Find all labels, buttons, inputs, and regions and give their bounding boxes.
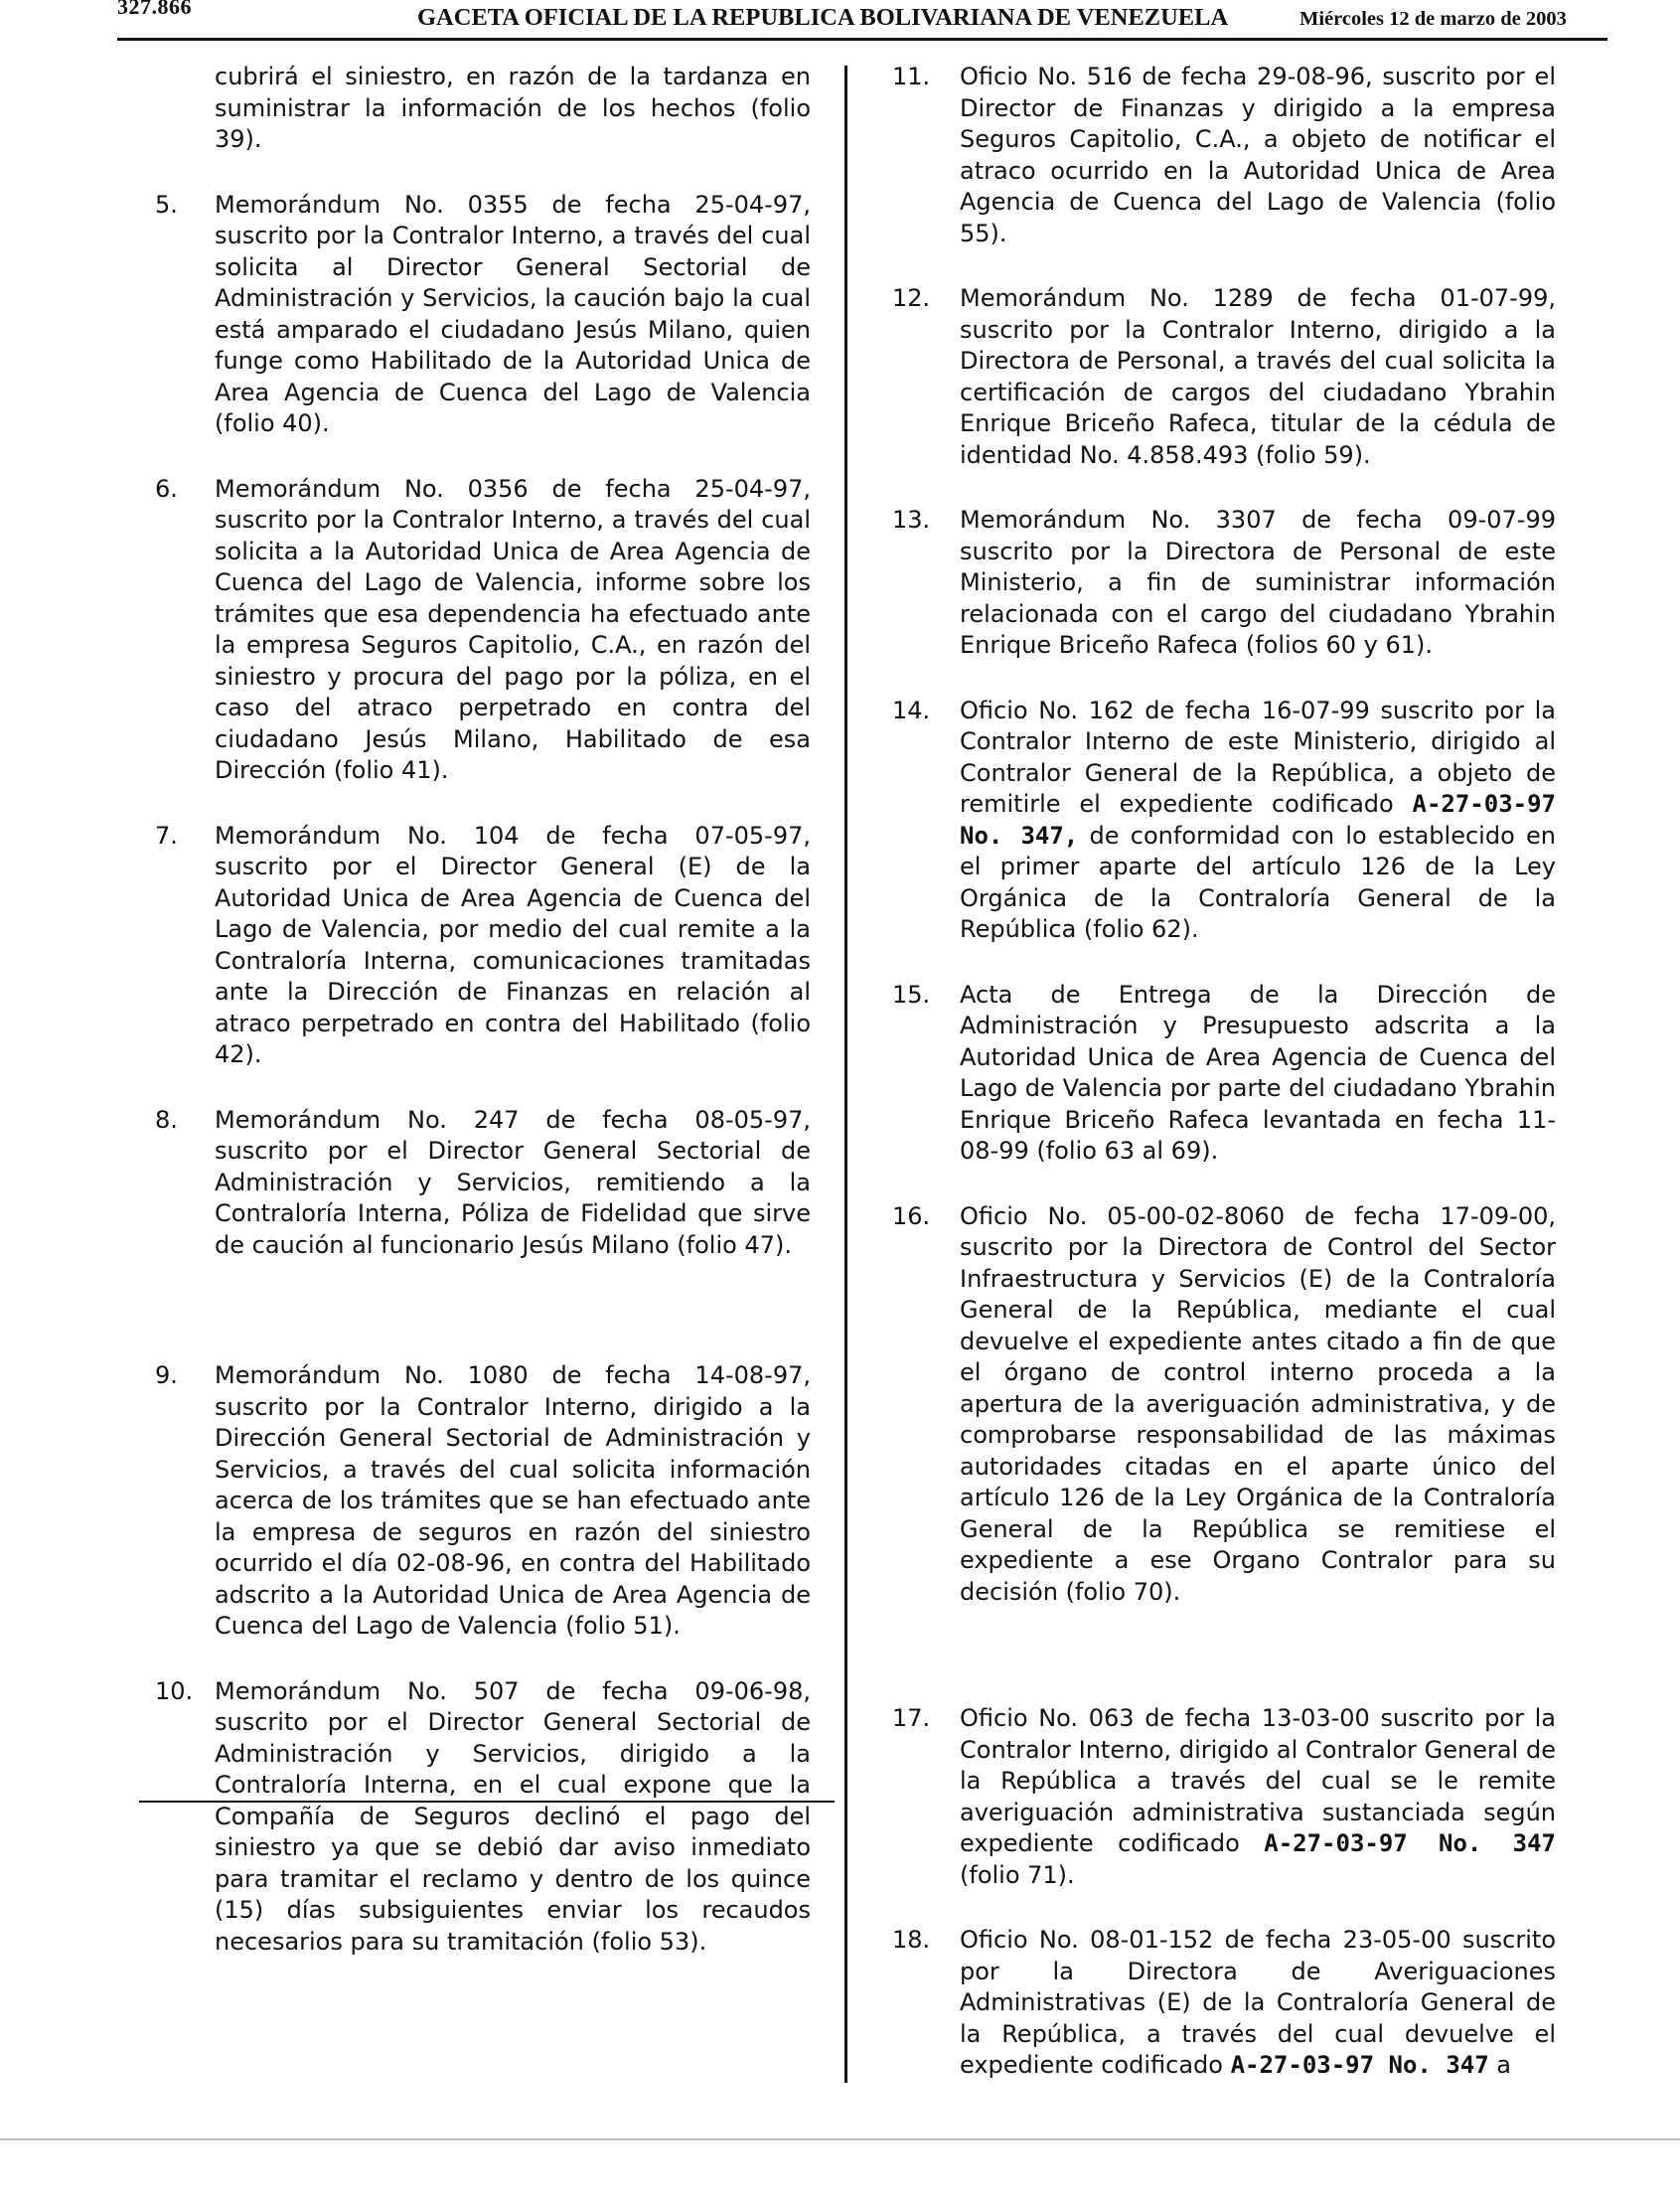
item-number: 9.: [155, 1361, 178, 1389]
item-text-continuation: cubrirá el siniestro, en razón de la tardanza en suministrar la información de los hechos (folio 39).: [215, 63, 811, 153]
expediente-code: A-27-03-97 No. 347: [1264, 1829, 1556, 1857]
gazette-date: Miércoles 12 de marzo de 2003: [1299, 8, 1567, 30]
item-number: 15.: [892, 980, 931, 1009]
item-text: Memorándum No. 104 de fecha 07-05-97, suscrito por el Director General (E) de la Autoridad Unica de Area Agencia de Cuenca del Lago de Valencia, por medio del cual remite a la Contraloría Interna, comunicaciones tramitadas ante la Dirección de Finanzas en relación al atraco perpetrado en contra del Habilitado (folio 42).: [215, 821, 811, 1068]
item-text-after: de conformidad con lo establecido en el primer aparte del artículo 126 de la Ley Orgánica de la Contraloría General de la República (folio 62).: [960, 821, 1556, 943]
list-item: [149, 1360, 811, 1643]
item-text-before: Oficio No. 063 de fecha 13-03-00 suscrito por la Contralor Interno, dirigido al Contralor General de la República a través del cual se le remite averiguación administrativa sustanciada según expediente codificado: [960, 1704, 1556, 1857]
gazette-header: [0, 0, 1680, 42]
item-text: Memorándum No. 507 de fecha 09-06-98, suscrito por el Director General Sectorial de Administración y Servicios, dirigido a la Contraloría Interna, en el cual expone que la Compañía de Seguros declinó el pago del siniestro ya que se debió dar aviso inmediato para tramitar el reclamo y dentro de los quince (15) días subsiguientes enviar los recaudos necesarios para su tramitación (folio 53).: [215, 1676, 811, 1956]
expediente-code: A-27-03-97 No. 347,: [960, 790, 1556, 850]
item-number: 5.: [155, 190, 178, 219]
item-number: 13.: [892, 506, 931, 534]
item-text: Memorándum No. 1289 de fecha 01-07-99, suscrito por la Contralor Interno, dirigido a la Directora de Personal, a través del cual solicita la certificación de cargos del ciudadano Ybrahin Enrique Briceño Rafeca, titular de la cédula de identidad No. 4.858.493 (folio 59).: [960, 284, 1556, 469]
list-item: [894, 283, 1556, 471]
list-item: [894, 1925, 1556, 2082]
list-item: [894, 696, 1556, 946]
expediente-code: A-27-03-97 No. 347: [1230, 2051, 1489, 2079]
list-item: [894, 1703, 1556, 1891]
list-item: [149, 62, 811, 156]
item-number: 18.: [892, 1926, 931, 1954]
page-number: 327.866: [117, 0, 192, 19]
right-column: [894, 62, 1556, 2082]
item-text: Memorándum No. 0356 de fecha 25-04-97, suscrito por la Contralor Interno, a través del cual solicita a la Autoridad Unica de Area Agencia de Cuenca del Lago de Valencia, informe sobre los trámites que esa dependencia ha efectuado ante la empresa Seguros Capitolio, C.A., en razón del siniestro y procura del pago por la póliza, en el caso del atraco perpetrado en contra del ciudadano Jesús Milano, Habilitado de esa Dirección (folio 41).: [215, 474, 811, 784]
item-text: Memorándum No. 3307 de fecha 09-07-99 suscrito por la Directora de Personal de este Ministerio, a fin de suministrar información relacionada con el cargo del ciudadano Ybrahin Enrique Briceño Rafeca (folios 60 y 61).: [960, 506, 1556, 659]
item-text: Memorándum No. 1080 de fecha 14-08-97, suscrito por la Contralor Interno, dirigido a la Dirección General Sectorial de Administración y Servicios, a través del cual solicita información acerca de los trámites que se han efectuado ante la empresa de seguros en razón del siniestro ocurrido el día 02-08-96, en contra del Habilitado adscrito a la Autoridad Unica de Area Agencia de Cuenca del Lago de Valencia (folio 51).: [215, 1361, 811, 1640]
item-10-rule: [139, 1801, 835, 1803]
list-item: [894, 1201, 1556, 1609]
item-text: Memorándum No. 247 de fecha 08-05-97, suscrito por el Director General Sectorial de Administración y Servicios, remitiendo a la Contraloría Interna, Póliza de Fidelidad que sirve de caución al funcionario Jesús Milano (folio 47).: [215, 1105, 811, 1259]
list-item: [149, 190, 811, 440]
item-text: Memorándum No. 0355 de fecha 25-04-97, suscrito por la Contralor Interno, a través del cual solicita al Director General Sectorial de Administración y Servicios, la caución bajo la cual está amparado el ciudadano Jesús Milano, quien funge como Habilitado de la Autoridad Unica de Area Agencia de Cuenca del Lago de Valencia (folio 40).: [215, 190, 811, 437]
list-item: [149, 474, 811, 787]
item-text-before: Oficio No. 162 de fecha 16-07-99 suscrito por la Contralor Interno de este Ministerio, dirigido al Contralor General de la República, a objeto de remitirle el expediente codificado: [960, 696, 1556, 818]
item-number: 8.: [155, 1105, 178, 1134]
gazette-title: GACETA OFICIAL DE LA REPUBLICA BOLIVARIANA DE VENEZUELA: [417, 4, 1229, 31]
list-item: [149, 821, 811, 1071]
page-bottom-edge: [0, 2138, 1680, 2140]
item-text: Oficio No. 516 de fecha 29-08-96, suscrito por el Director de Finanzas y dirigido a la empresa Seguros Capitolio, C.A., a objeto de notificar el atraco ocurrido en la Autoridad Unica de Area Agencia de Cuenca del Lago de Valencia (folio 55).: [960, 63, 1556, 247]
item-number: 10.: [155, 1676, 194, 1705]
item-number: 16.: [892, 1201, 931, 1230]
left-column: [149, 62, 811, 1958]
item-text: Oficio No. 05-00-02-8060 de fecha 17-09-00, suscrito por la Directora de Control del Sector Infraestructura y Servicios (E) de la Contraloría General de la República, mediante el cual devuelve el expediente antes citado a fin de que el órgano de control interno proceda a la apertura de la averiguación administrativa, y de comprobarse responsabilidad de las máximas autoridades citadas en el aparte único del artículo 126 de la Ley Orgánica de la Contraloría General de la República se remitiese el expediente a ese Organo Contralor para su decisión (folio 70).: [960, 1201, 1556, 1606]
item-number: 12.: [892, 284, 931, 312]
item-text: [960, 696, 1556, 946]
item-text: [960, 1925, 1556, 2082]
item-number: 11.: [892, 63, 931, 90]
column-divider: [844, 66, 847, 2083]
item-text-before: Oficio No. 08-01-152 de fecha 23-05-00 suscrito por la Directora de Averiguaciones Administrativas (E) de la Contraloría General de la República, a través del cual devuelve el expediente codificado: [960, 1926, 1556, 2079]
item-number: 17.: [892, 1704, 931, 1732]
list-item: [149, 1676, 811, 1959]
list-item: [149, 1105, 811, 1262]
item-number: 7.: [155, 821, 178, 850]
header-rule: [117, 38, 1607, 41]
list-item: [894, 62, 1556, 249]
item-text: Acta de Entrega de la Dirección de Administración y Presupuesto adscrita a la Autoridad Unica de Area Agencia de Cuenca del Lago de Valencia por parte del ciudadano Ybrahin Enrique Briceño Rafeca levantada en fecha 11-08-99 (folio 63 al 69).: [960, 980, 1556, 1165]
item-text-after: (folio 71).: [960, 1860, 1075, 1889]
item-number: 14.: [892, 696, 931, 724]
item-text: [960, 1703, 1556, 1891]
item-number: 6.: [155, 474, 178, 503]
list-item: [894, 505, 1556, 662]
item-text-after: a: [1488, 2051, 1512, 2079]
list-item: [894, 980, 1556, 1168]
